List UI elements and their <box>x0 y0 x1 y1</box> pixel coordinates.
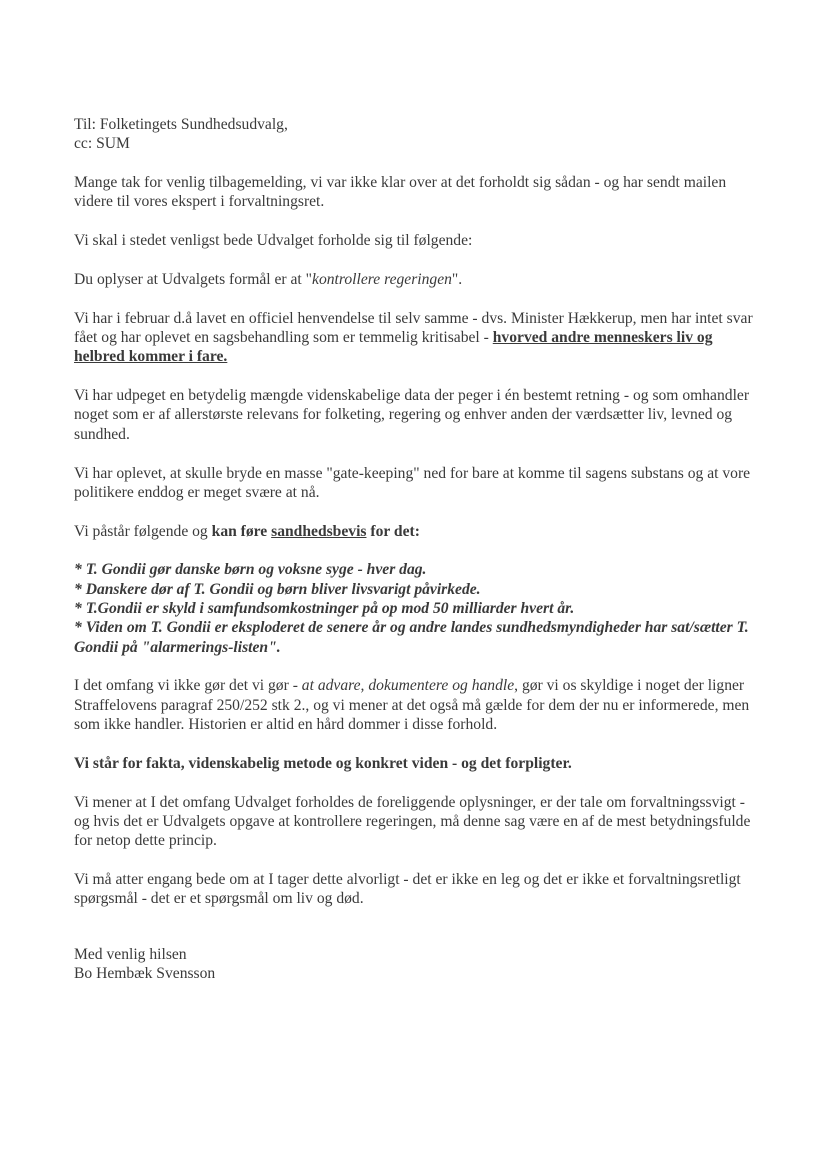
paragraph-data: Vi har udpeget en betydelig mængde videnskabelige data der peger i én bestemt retning - og som omhandler noget som er af allerstørste relevans for folketing, regering og enhver anden der værdsætter liv, levned og sundhed. <box>74 387 750 443</box>
purpose-suffix: ". <box>451 270 463 288</box>
claim-item: * T. Gondii gør danske børn og voksne syge - hver dag. <box>74 561 427 579</box>
claim-intro-bold: kan føre <box>211 522 272 540</box>
closing: Med venlig hilsen <box>74 945 187 963</box>
paragraph-thanks: Mange tak for venlig tilbagemelding, vi var ikke klar over at det forholdt sig sådan - og har sendt mailen videre til vores ekspert i forvaltningsret. <box>74 174 727 211</box>
claim-item: * Viden om T. Gondii er eksploderet de senere år og andre landes sundhedsmyndigheder har sat/sætter T. Gondii på "alarmerings-listen". <box>74 619 749 656</box>
paragraph-inquiry <box>74 309 764 367</box>
claim-intro-end: for det: <box>366 522 420 540</box>
claim-intro-prefix: Vi påstår følgende og <box>74 522 212 540</box>
paragraph-purpose <box>74 270 764 289</box>
claim-intro-proof: sandhedsbevis <box>271 522 367 540</box>
signature: Bo Hembæk Svensson <box>74 964 216 982</box>
letter-body <box>74 115 764 983</box>
inquiry-emphasis: hvorved andre menneskers liv og helbred kommer i fare. <box>74 329 713 366</box>
paragraph-gatekeeping: Vi har oplevet, at skulle bryde en masse "gate-keeping" ned for bare at komme til sagens substans og at vore politikere enddog er meget svære at nå. <box>74 464 751 501</box>
paragraph-responsibility <box>74 676 764 734</box>
paragraph-facts: Vi står for fakta, videnskabelig metode og konkret viden - og det forpligter. <box>74 754 572 772</box>
purpose-quote: kontrollere regeringen <box>312 270 452 288</box>
responsibility-suffix: , gør vi os skyldige i noget der ligner Straffelovens paragraf 250/252 stk 2., og vi mener at det også må gælde for dem der nu er informerede, men som ikke handler. Historien er altid en hård dommer i disse forhold. <box>74 677 750 734</box>
responsibility-prefix: I det omfang vi ikke gør det vi gør - <box>74 677 302 695</box>
paragraph-request: Vi skal i stedet venligst bede Udvalget forholde sig til følgende: <box>74 232 473 250</box>
paragraph-appeal: Vi må atter engang bede om at I tager dette alvorligt - det er ikke en leg og det er ikke et forvaltningsretligt spørgsmål - det er et spørgsmål om liv og død. <box>74 871 741 908</box>
paragraph-claim-intro <box>74 522 764 541</box>
recipient-line: Til: Folketingets Sundhedsudvalg, <box>74 116 288 133</box>
claim-item: * T.Gondii er skyld i samfundsomkostninger på op mod 50 milliarder hvert år. <box>74 600 575 618</box>
purpose-prefix: Du oplyser at Udvalgets formål er at " <box>74 270 313 288</box>
cc-line: cc: SUM <box>74 135 130 153</box>
paragraph-failure: Vi mener at I det omfang Udvalget forholdes de foreliggende oplysninger, er der tale om forvaltningssvigt - og hvis det er Udvalgets opgave at kontrollere regeringen, må denne sag være en af de mest betydningsfulde for netop dette princip. <box>74 793 751 850</box>
inquiry-text: Vi har i februar d.å lavet en officiel henvendelse til selv samme - dvs. Minister Hækkerup, men har intet svar fået og har oplevet en sagsbehandling som er temmelig kritisabel - <box>74 309 753 347</box>
responsibility-italic: at advare, dokumentere og handle <box>301 677 515 695</box>
claim-item: * Danskere dør af T. Gondii og børn bliver livsvarigt påvirkede. <box>74 580 481 598</box>
